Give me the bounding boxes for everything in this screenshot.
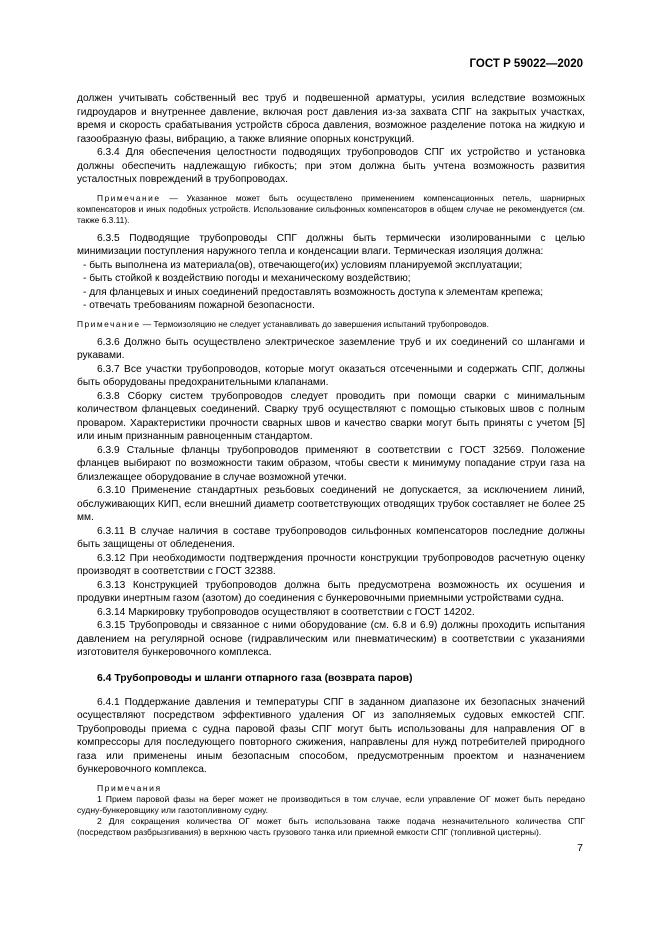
paragraph-6-3-7: 6.3.7 Все участки трубопроводов, которые могут оказаться отсеченными и содержать СПГ, должны быть оборудованы предохранительными клапанами. <box>77 363 585 388</box>
note-6-3-5 <box>77 319 585 330</box>
note-label: Примечание <box>77 318 141 329</box>
paragraph-6-4-1: 6.4.1 Поддержание давления и температуры СПГ в заданном диапазоне их безопасных значений осуществляют посредством эффективного удаления ОГ из заполняемых судовых емкостей СПГ. Трубопроводы приема с судна паровой фазы СПГ могут быть использованы для направления ОГ в компрессоры для последующего повторного сжижения, направлены для нужд потребителей природного газа или применены иным безопасным способом, предусмотренным проектом и назначением бункеровочного комплекса. <box>77 696 585 775</box>
paragraph-6-3-10: 6.3.10 Применение стандартных резьбовых соединений не допускается, за исключением линий, обслуживающих КИП, если внешний диаметр соответствующих отводящих трубок составляет не более 25 мм. <box>77 485 585 523</box>
note-text: — Указанное может быть осуществлено применением компенсационных петель, шарнирных компенсаторов и иных подобных устройств. Использование сильфонных компенсаторов в общем случае не рекомендуется (см. также 6.3.11). <box>77 192 585 225</box>
paragraph-6-3-5: 6.3.5 Подводящие трубопроводы СПГ должны быть термически изолированными с целью минимизации поступления наружного тепла и конденсации влаги. Термическая изоляция должна: <box>77 232 585 257</box>
paragraph-continuation: должен учитывать собственный вес труб и подвешенной арматуры, усилия вследствие возможных гидроударов и внутреннее давление, включая рост давления из-за захвата СПГ на закрытых участках, время и скорость срабатывания устройств сброса давления, возможное разделение потока на жидкую и газообразную фазы, вибрацию, а также влияние опорных конструкций. <box>77 93 585 145</box>
paragraph-6-3-15: 6.3.15 Трубопроводы и связанное с ними оборудование (см. 6.8 и 6.9) должны проходить испытания давлением на регулярной основе (гидравлическим или пневматическим) в соответствии с указаниями изготовителя бункеровочного комплекса. <box>77 620 585 658</box>
list-item: - быть выполнена из материала(ов), отвечающего(их) условиям планируемой эксплуатации; <box>83 259 523 271</box>
paragraph-6-3-9: 6.3.9 Стальные фланцы трубопроводов применяют в соответствии с ГОСТ 32569. Положение фланцев выбирают по возможности таким образом, чтобы свести к минимуму попадание струи газа на близлежащее оборудование в случае возможной утечки. <box>77 444 585 483</box>
note-text: — Термоизоляцию не следует устанавливать до завершения испытаний трубопроводов. <box>140 318 489 329</box>
note-label: Примечание <box>97 192 161 203</box>
paragraph-6-3-12: 6.3.12 При необходимости подтверждения прочности конструкции трубопроводов расчетную оценку производят в соответствии с ГОСТ 32388. <box>77 552 585 577</box>
paragraph-6-3-6: 6.3.6 Должно быть осуществлено электрическое заземление труб и их соединений со шлангами и рукавами. <box>77 336 585 361</box>
paragraph-6-3-8: 6.3.8 Сборку систем трубопроводов следует проводить при помощи сварки с минимальным количеством фланцевых соединений. Сварку труб осуществляют с помощью стыковых швов с полным проваром. Характеристики прочности сварных швов и качество сварки могут быть приняты с учетом [5] или иным признанным равноценным стандартом. <box>77 390 585 442</box>
list-item: - быть стойкой к воздействию погоды и механическому воздействию; <box>83 273 411 284</box>
paragraph-6-3-14: 6.3.14 Маркировку трубопроводов осуществляют в соответствии с ГОСТ 14202. <box>97 606 475 618</box>
paragraph-6-3-13: 6.3.13 Конструкцией трубопроводов должна быть предусмотрена возможность их осушения и продувки инертным газом (азотом) до соединения с бункеровочными приемными устройствами судна. <box>77 579 585 604</box>
list-item: - для фланцевых и иных соединений предоставлять возможность доступа к элементам крепежа; <box>83 286 544 298</box>
document-id-header: ГОСТ Р 59022—2020 <box>469 58 583 70</box>
note-6-3-4 <box>77 193 585 226</box>
note-item-1: 1 Прием паровой фазы на берег может не производиться в том случае, если управление ОГ может быть передано судну-бункеровщику или газотопливному судну. <box>77 793 585 815</box>
paragraph-6-3-11: 6.3.11 В случае наличия в составе трубопроводов сильфонных компенсаторов последние должны быть защищены от обледенения. <box>77 525 585 550</box>
page-content <box>77 92 585 839</box>
note-item-2: 2 Для сокращения количества ОГ может быть использована также подача незначительного количества СПГ (посредством разбрызгивания) в верхнюю часть грузового танка или приемной емкости СПГ (топливной цистерны). <box>77 816 585 838</box>
page-number: 7 <box>577 842 583 854</box>
list-item: - отвечать требованиям пожарной безопасности. <box>83 300 315 311</box>
section-heading-6-4: 6.4 Трубопроводы и шланги отпарного газа (возврата паров) <box>97 672 413 684</box>
insulation-requirements-list <box>77 259 585 313</box>
notes-title: Примечания <box>97 782 162 793</box>
paragraph-6-3-4: 6.3.4 Для обеспечения целостности подводящих трубопроводов СПГ их устройство и установка должны обеспечить надлежащую гибкость; при этом должна быть учтена возможность развития усталостных повреждений в трубопроводах. <box>77 147 585 185</box>
